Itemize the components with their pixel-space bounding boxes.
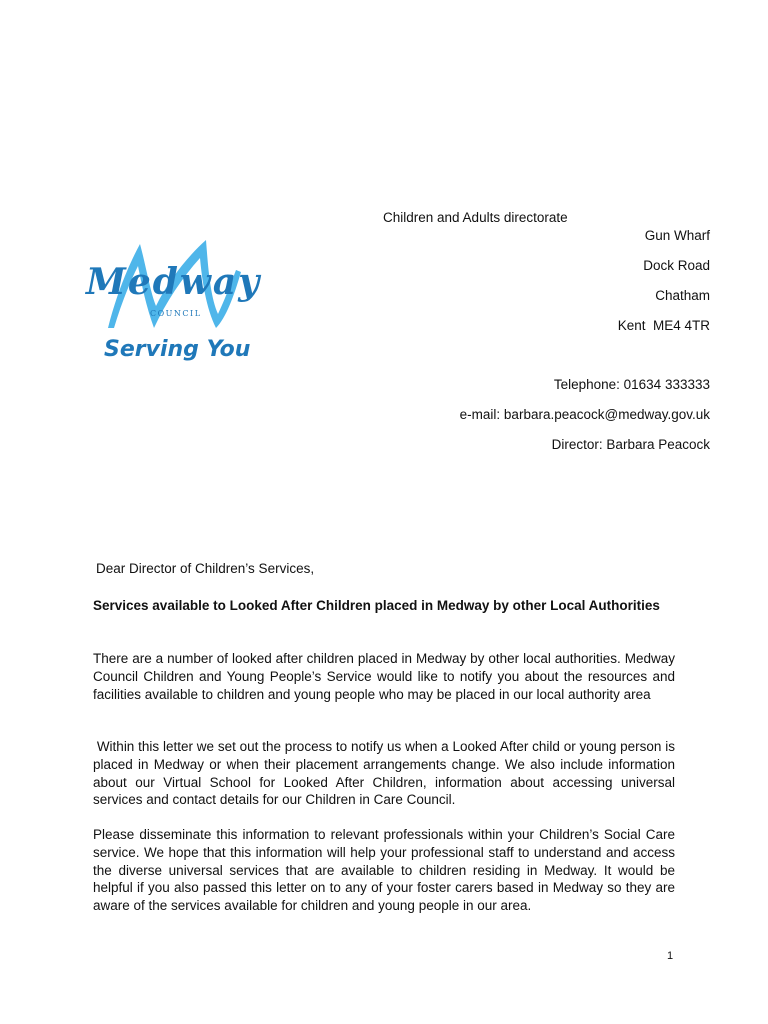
logo-subword: COUNCIL [150,309,202,318]
address-line-1: Gun Wharf [644,228,710,243]
email-line: e-mail: barbara.peacock@medway.gov.uk [459,407,710,422]
letter-subject: Services available to Looked After Children placed in Medway by other Local Authorities [93,598,660,613]
body-paragraph-2: Within this letter we set out the process to notify us when a Looked After child or young person is placed in Medway or when their placement arrangements change. We also include information about our Virtual School for Looked After Children, information about accessing universal services and contact details for our Children in Care Council. [93,739,679,808]
directorate-line: Children and Adults directorate [383,210,568,225]
address-line-2: Dock Road [643,258,710,273]
medway-council-logo [78,236,278,366]
address-line-4: Kent ME4 4TR [617,318,710,333]
logo-tagline: Serving You [104,337,251,362]
body-paragraph-3: Please disseminate this information to relevant professionals within your Children’s Social Care service. We hope that this information will help your professional staff to understand and access the diverse universal services that are available to children residing in Medway. It would be helpful if you also passed this letter on to any of your foster carers based in Medway so they are aware of the services available for children and young people in our area. [93,827,675,914]
address-line-3: Chatham [655,288,710,303]
logo-word: Medway [86,261,262,303]
director-line: Director: Barbara Peacock [551,437,710,452]
telephone-line: Telephone: 01634 333333 [553,377,710,392]
body-paragraph-1: There are a number of looked after children placed in Medway by other local authorities. Medway Council Children and Young People’s Service would like to notify you about the resources and facilities available to children and young people who may be placed in our local authority area [93,651,675,702]
salutation: Dear Director of Children’s Services, [96,561,315,576]
page-number: 1 [667,950,674,962]
